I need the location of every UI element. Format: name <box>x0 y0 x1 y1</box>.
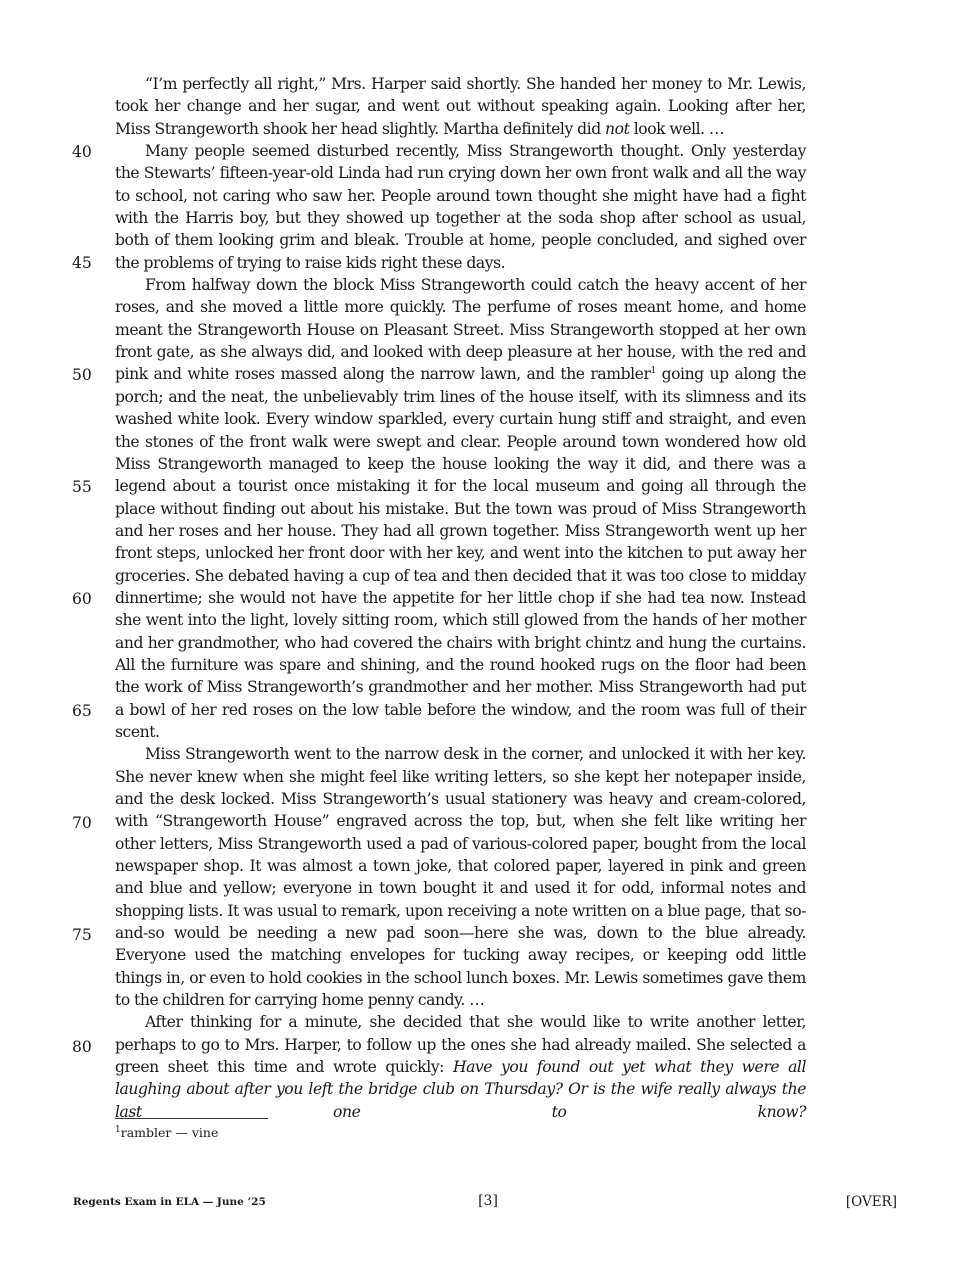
line-number: 40 <box>72 143 92 161</box>
paragraph-3 <box>115 274 806 743</box>
line-number: 55 <box>72 478 92 496</box>
line-number: 50 <box>72 366 92 384</box>
paragraph-1-text: “I’m perfectly all right,” Mrs. Harper said shortly. She handed her money to Mr. Lewis, took her change and her sugar, and went out without speaking again. Looking after her, Miss Strangeworth shook her head slightly. Martha definitely did <box>115 75 806 138</box>
paragraph-5 <box>115 1011 806 1123</box>
footnote-divider <box>115 1118 268 1119</box>
footer-over: [OVER] <box>845 1194 897 1210</box>
footnote-number: 1 <box>115 1124 121 1135</box>
paragraph-4: Miss Strangeworth went to the narrow desk in the corner, and unlocked it with her key. She never knew when she might feel like writing letters, so she kept her notepaper inside, and the desk locked. Miss Strangeworth’s usual stationery was heavy and cream-colored, with “Strangeworth House” engraved across the top, but, when she felt like writing her other letters, Miss Strangeworth used a pad of various-colored paper, bought from the local newspaper shop. It was almost a town joke, that colored paper, layered in pink and green and blue and yellow; everyone in town bought it and used it for odd, informal notes and shopping lists. It was usual to remark, upon receiving a note written on a blue page, that so-and-so would be needing a new pad soon—here she was, down to the blue already. Everyone used the matching envelopes for tucking away recipes, or keeping odd little things in, or even to hold cookies in the school lunch boxes. Mr. Lewis sometimes gave them to the children for carrying home penny candy. … <box>115 745 806 1010</box>
line-number: 75 <box>72 926 92 944</box>
footnote <box>115 1124 218 1142</box>
paragraph-3-text-a: From halfway down the block Miss Strangeworth could catch the heavy accent of her roses, and she moved a little more quickly. The perfume of roses meant home, and home meant the Strangeworth House on Pleasant Street. Miss Strangeworth stopped at her own front gate, as she always did, and looked with deep pleasure at her house, with the red and pink and white roses massed along the narrow lawn, and the rambler <box>115 276 806 384</box>
line-number: 65 <box>72 702 92 720</box>
paragraph-1-emphasis: not <box>605 119 630 138</box>
line-number: 80 <box>72 1038 92 1056</box>
footer-exam-title: Regents Exam in ELA — June ’25 <box>73 1196 266 1208</box>
paragraph-5-letter-text: Have you found out yet what they were all laughing about after you left the bridge club on Thursday? Or is the wife really always the last one to know? <box>115 1058 806 1121</box>
paragraph-3-text-b: going up along the porch; and the neat, the unbelievably trim lines of the house itself, with its slimness and its washed white look. Every window sparkled, every curtain hung stiff and straight, and even the stones of the front walk were swept and clear. People around town wondered how old Miss Strangeworth managed to keep the house looking the way it did, and there was a legend about a tourist once mistaking it for the local museum and going all through the place without finding out about his mistake. But the town was proud of Miss Strangeworth and her roses and her house. They had all grown together. Miss Strangeworth went up her front steps, unlocked her front door with her key, and went into the kitchen to put away her groceries. She debated having a cup of tea and then decided that it was too close to midday dinnertime; she would not have the appetite for her little chop if she had tea now. Instead she went into the light, lovely sitting room, which still glowed from the hands of her mother and her grandmother, who had covered the chairs with bright chintz and hung the curtains. All the furniture was spare and shining, and the round hooked rugs on the floor had been the work of Miss Strangeworth’s grandmother and her mother. Miss Strangeworth had put a bowl of her red roses on the low table before the window, and the room was full of their scent. <box>115 365 806 741</box>
passage <box>115 73 806 1123</box>
paragraph-2: Many people seemed disturbed recently, Miss Strangeworth thought. Only yesterday the Stewarts’ fifteen-year-old Linda had run crying down her own front walk and all the way to school, not caring who saw her. People around town thought she might have had a fight with the Harris boy, but they showed up together at the soda shop after school as usual, both of them looking grim and bleak. Trouble at home, people concluded, and sighed over the problems of trying to raise kids right these days. <box>115 142 806 272</box>
line-number: 60 <box>72 590 92 608</box>
paragraph-1-end: look well. … <box>629 119 725 138</box>
line-number: 45 <box>72 254 92 272</box>
paragraph-5-text: After thinking for a minute, she decided that she would like to write another letter, perhaps to go to Mrs. Harper, to follow up the ones she had already mailed. She selected a green sheet this time and wrote quickly: <box>115 1013 806 1077</box>
footnote-text: rambler — vine <box>120 1125 219 1140</box>
page-number: [3] <box>478 1193 498 1209</box>
paragraph-1 <box>115 73 806 140</box>
line-number: 70 <box>72 814 92 832</box>
footnote-reference: 1 <box>650 366 656 377</box>
